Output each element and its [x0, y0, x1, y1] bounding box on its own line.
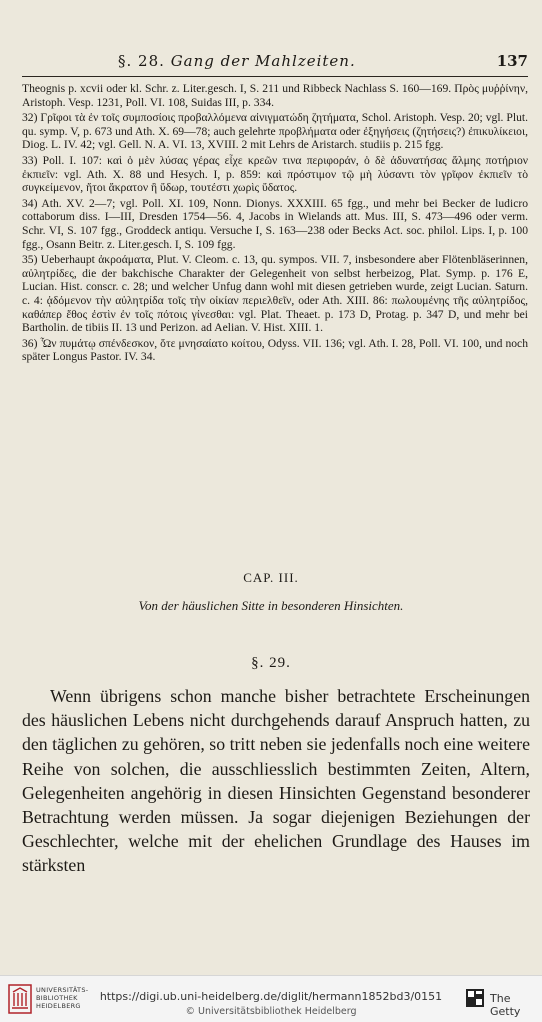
body-paragraph: Wenn übrigens schon manche bisher betrachtete Erscheinungen des häuslichen Lebens nicht durchgehends darauf Anspruch hatten, zu den täglichen zu gehören, so tritt neben sie jedenfalls noch eine weitere Reihe von solchen, die ausschliesslich bestimmten Zeiten, Altern, Gelegenheiten angehörig in diesen Hinsichten Gegenstand besonderer Betrachtung werden müssen. Ja sogar diejenigen Beziehungen der Geschlechter, welche mit der ehelichen Grundlage des Hauses im stärksten [22, 686, 530, 876]
header-section [118, 52, 356, 70]
footnotes [22, 82, 528, 366]
header-section-title: Gang der Mahlzeiten. [170, 52, 356, 70]
chapter-heading: CAP. III. [243, 570, 299, 585]
header-rule [22, 76, 528, 77]
chapter-subtitle: Von der häuslichen Sitte in besonderen Hinsichten. [138, 598, 404, 613]
footnote-36: 36) Ὧν πυμάτῳ σπένδεσκον, ὅτε μνησαίατο κοίτου, Odyss. VII. 136; vgl. Ath. I. 28, Poll. VI. 100, und noch später Longus Pastor. IV. 34. [22, 336, 528, 364]
footnote-33: 33) Poll. I. 107: καὶ ὁ μὲν λύσας γέρας εἶχε κρεῶν τινα περιφοράν, ὁ δὲ ἀδυνατήσας ἅλμης ποτήριον ἐκπιεῖν: vgl. Ath. X. 88 und Hesych. I, p. 859: καὶ πρόστιμον τῷ μὴ λύσαντι τὸν γρῖφον ἐκπιεῖν τὸ συγκείμενον, ἤτοι ἄκρατον ἢ ὕδωρ, τουτέστι χωρὶς ὕδατος. [22, 153, 528, 195]
page-number: 137 [496, 52, 528, 70]
institution-line-3: HEIDELBERG [36, 1002, 81, 1010]
main-text [22, 684, 530, 878]
section-heading: §. 29. [251, 655, 291, 671]
partner-name: The Getty [490, 992, 521, 1018]
footnote-32: 32) Γρῖφοι τὰ ἐν τοῖς συμποσίοις προβαλλόμενα αἰνιγματώδη ζητήματα, Schol. Aristoph. Vesp. 20; vgl. Plut. qu. symp. V, p. 673 und Ath. X. 69—78; auch gelehrte προβλήματα oder ἐξηγήσεις (ζητήσεις?) ἐπικυλίκειοι, Diog. L. IV. 42; vgl. Gell. N. A. VI. 13, XVIII. 2 mit Lehrs de Aristarch. studiis p. 215 fgg. [22, 111, 528, 152]
institution-line-1: UNIVERSITÄTS- [36, 986, 89, 994]
footnote-34: 34) Ath. XV. 2—7; vgl. Poll. XI. 109, Nonn. Dionys. XXXIII. 65 fgg., und mehr bei Becker de ludicro cottaborum diss. I—III, Dresden 1754—56. 4, Jacobs in Wielands att. Mus. III, S. 473—496 oder verm. Schr. VI, S. 107 fgg., Groddeck antiqu. Versuche I, S. 163—238 oder Becks Act. soc. philol. Lips. I, p. 100 fgg., Osann Beitr. z. Liter.gesch. I, S. 109 fgg. [22, 196, 528, 251]
viewer-footer [0, 975, 542, 1022]
institution-line-2: BIBLIOTHEK [36, 994, 78, 1002]
copyright-notice: © Universitätsbibliothek Heidelberg [185, 1006, 357, 1017]
footnote-31-continued: Theognis p. xcvii oder kl. Schr. z. Liter.gesch. I, S. 211 und Ribbeck Nachlass S. 160—169. Πρὸς μυῤῥίνην, Aristoph. Vesp. 1231, Poll. VI. 108, Suidas III, p. 334. [22, 82, 528, 109]
running-header [22, 52, 528, 74]
header-section-number: §. 28. [118, 52, 165, 70]
getty-logo-icon[interactable] [466, 989, 484, 1007]
footnote-35: 35) Ueberhaupt ἀκροάματα, Plut. V. Cleom. c. 13, qu. sympos. VII. 7, insbesondere aber Flötenbläserinnen, αὐλητρίδες, die der bakchische Charakter der Gelegenheit von selbst herbeizog, Plat. Symp. p. 176 E, Lucian. Hist. conscr. c. 28; und welcher Unfug dann wohl mit diesen getrieben wurde, zeigt Lucian. Saturn. c. 4: ᾀδόμενον τὴν αὐλητρίδα τοῖς τὴν οἰκίαν περιελθεῖν, oder Ath. XIII. 86: πωλουμένης τῆς αὐλητρίδος, καθάπερ ἔθος ἐστὶν ἐν τοῖς πότοις γίνεσθαι: vgl. Plat. Theaet. p. 173 D, Protag. p. 347 D, und mehr bei Bartholin. de tibiis II. 13 und Perizon. ad Aelian. V. Hist. XIII. 1. [22, 253, 528, 335]
permalink-url[interactable]: https://digi.ub.uni-heidelberg.de/diglit/hermann1852bd3/0151 [99, 990, 443, 1003]
